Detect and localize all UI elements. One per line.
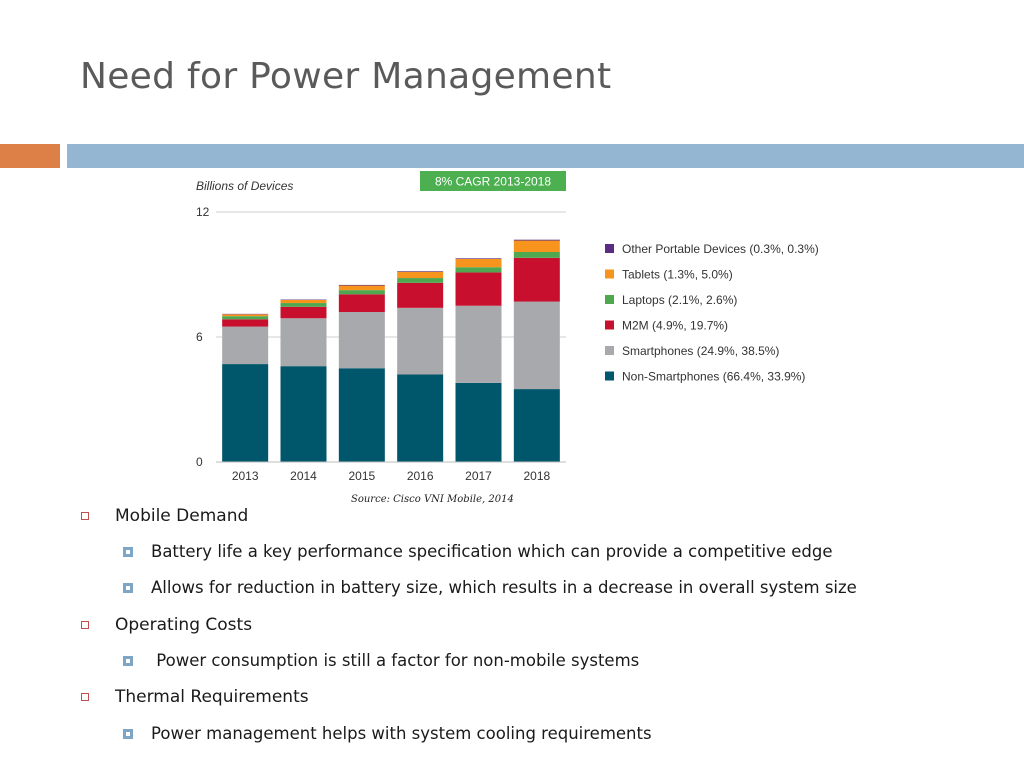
bar-segment xyxy=(514,252,560,258)
source-note: Source: Cisco VNI Mobile, 2014 xyxy=(351,494,514,505)
bullet-text: Thermal Requirements xyxy=(115,687,309,707)
sub-bullet-battery-size xyxy=(151,578,857,597)
slide-title: Need for Power Management xyxy=(80,56,612,97)
x-tick-label: 2017 xyxy=(465,469,492,483)
legend-label: Smartphones (24.9%, 38.5%) xyxy=(622,344,780,358)
bar-segment xyxy=(339,286,385,291)
sub-bullet-text: Power consumption is still a factor for non-mobile systems xyxy=(151,651,640,670)
bar-segment xyxy=(456,383,502,462)
y-axis-label: Billions of Devices xyxy=(196,179,294,193)
legend-label: Other Portable Devices (0.3%, 0.3%) xyxy=(622,242,819,256)
bullet-mobile-demand xyxy=(115,506,248,526)
legend-swatch xyxy=(605,346,614,355)
device-growth-chart xyxy=(188,168,848,498)
accent-bar-orange xyxy=(0,144,60,168)
bar-segment xyxy=(339,368,385,462)
y-tick-label: 12 xyxy=(196,205,210,219)
bar-segment xyxy=(339,290,385,294)
bar-segment xyxy=(456,258,502,259)
bar-segment xyxy=(514,302,560,390)
bar-segment xyxy=(397,375,443,463)
legend-swatch xyxy=(605,295,614,304)
bar-segment xyxy=(456,267,502,272)
y-tick-label: 6 xyxy=(196,330,203,344)
accent-bar-blue xyxy=(67,144,1024,168)
legend-swatch xyxy=(605,270,614,279)
bar-segment xyxy=(514,240,560,241)
bullet-operating-costs xyxy=(115,615,252,635)
bar-segment xyxy=(514,258,560,302)
square-bullet-icon xyxy=(123,729,133,739)
bar-segment xyxy=(222,319,268,326)
bar-segment xyxy=(339,285,385,286)
x-tick-label: 2018 xyxy=(523,469,551,483)
square-bullet-icon xyxy=(123,656,133,666)
y-tick-label: 0 xyxy=(196,455,203,469)
x-tick-label: 2013 xyxy=(231,469,259,483)
bar-segment xyxy=(281,307,327,318)
x-tick-label: 2015 xyxy=(348,469,376,483)
bullet-text: Operating Costs xyxy=(115,615,253,635)
bar-segment xyxy=(339,312,385,368)
bar-segment xyxy=(514,241,560,252)
bar-segment xyxy=(281,303,327,307)
sub-bullet-text: Power management helps with system cooling requirements xyxy=(151,724,652,743)
x-tick-label: 2014 xyxy=(290,469,317,483)
bar-segment xyxy=(397,278,443,283)
bar-segment xyxy=(514,389,560,462)
sub-bullet-cooling xyxy=(151,724,652,743)
square-bullet-icon xyxy=(123,547,133,557)
legend-swatch xyxy=(605,244,614,253)
bar-segment xyxy=(222,364,268,462)
legend-label: Tablets (1.3%, 5.0%) xyxy=(622,267,733,282)
bar-segment xyxy=(456,259,502,267)
sub-bullet-power-consumption xyxy=(151,651,639,670)
bar-segment xyxy=(397,272,443,278)
sub-bullet-text: Allows for reduction in battery size, which results in a decrease in overall system size xyxy=(151,578,857,597)
square-bullet-icon xyxy=(123,583,133,593)
bar-segment xyxy=(222,314,268,316)
bar-segment xyxy=(397,283,443,308)
cagr-badge-label: 8% CAGR 2013-2018 xyxy=(434,174,552,189)
legend-label: M2M (4.9%, 19.7%) xyxy=(622,318,729,333)
legend-label: Laptops (2.1%, 2.6%) xyxy=(622,293,738,307)
hollow-square-bullet-icon xyxy=(81,621,89,629)
bullet-thermal-requirements xyxy=(115,687,309,707)
chart-svg xyxy=(188,168,848,498)
legend-swatch xyxy=(605,372,614,381)
hollow-square-bullet-icon xyxy=(81,693,89,701)
bar-segment xyxy=(456,272,502,305)
bar-segment xyxy=(339,294,385,312)
bar-segment xyxy=(281,318,327,366)
sub-bullet-text: Battery life a key performance specification which can provide a competitive edge xyxy=(151,542,833,561)
legend-label: Non-Smartphones (66.4%, 33.9%) xyxy=(622,369,806,384)
bar-segment xyxy=(281,300,327,303)
x-tick-label: 2016 xyxy=(406,469,434,483)
bar-segment xyxy=(397,271,443,272)
hollow-square-bullet-icon xyxy=(81,512,89,520)
bar-segment xyxy=(222,327,268,365)
bullet-text: Mobile Demand xyxy=(115,506,249,526)
bar-segment xyxy=(281,366,327,462)
legend-swatch xyxy=(605,321,614,330)
bar-segment xyxy=(456,306,502,383)
bar-segment xyxy=(222,316,268,319)
sub-bullet-battery-life xyxy=(151,542,833,561)
bar-segment xyxy=(397,308,443,375)
